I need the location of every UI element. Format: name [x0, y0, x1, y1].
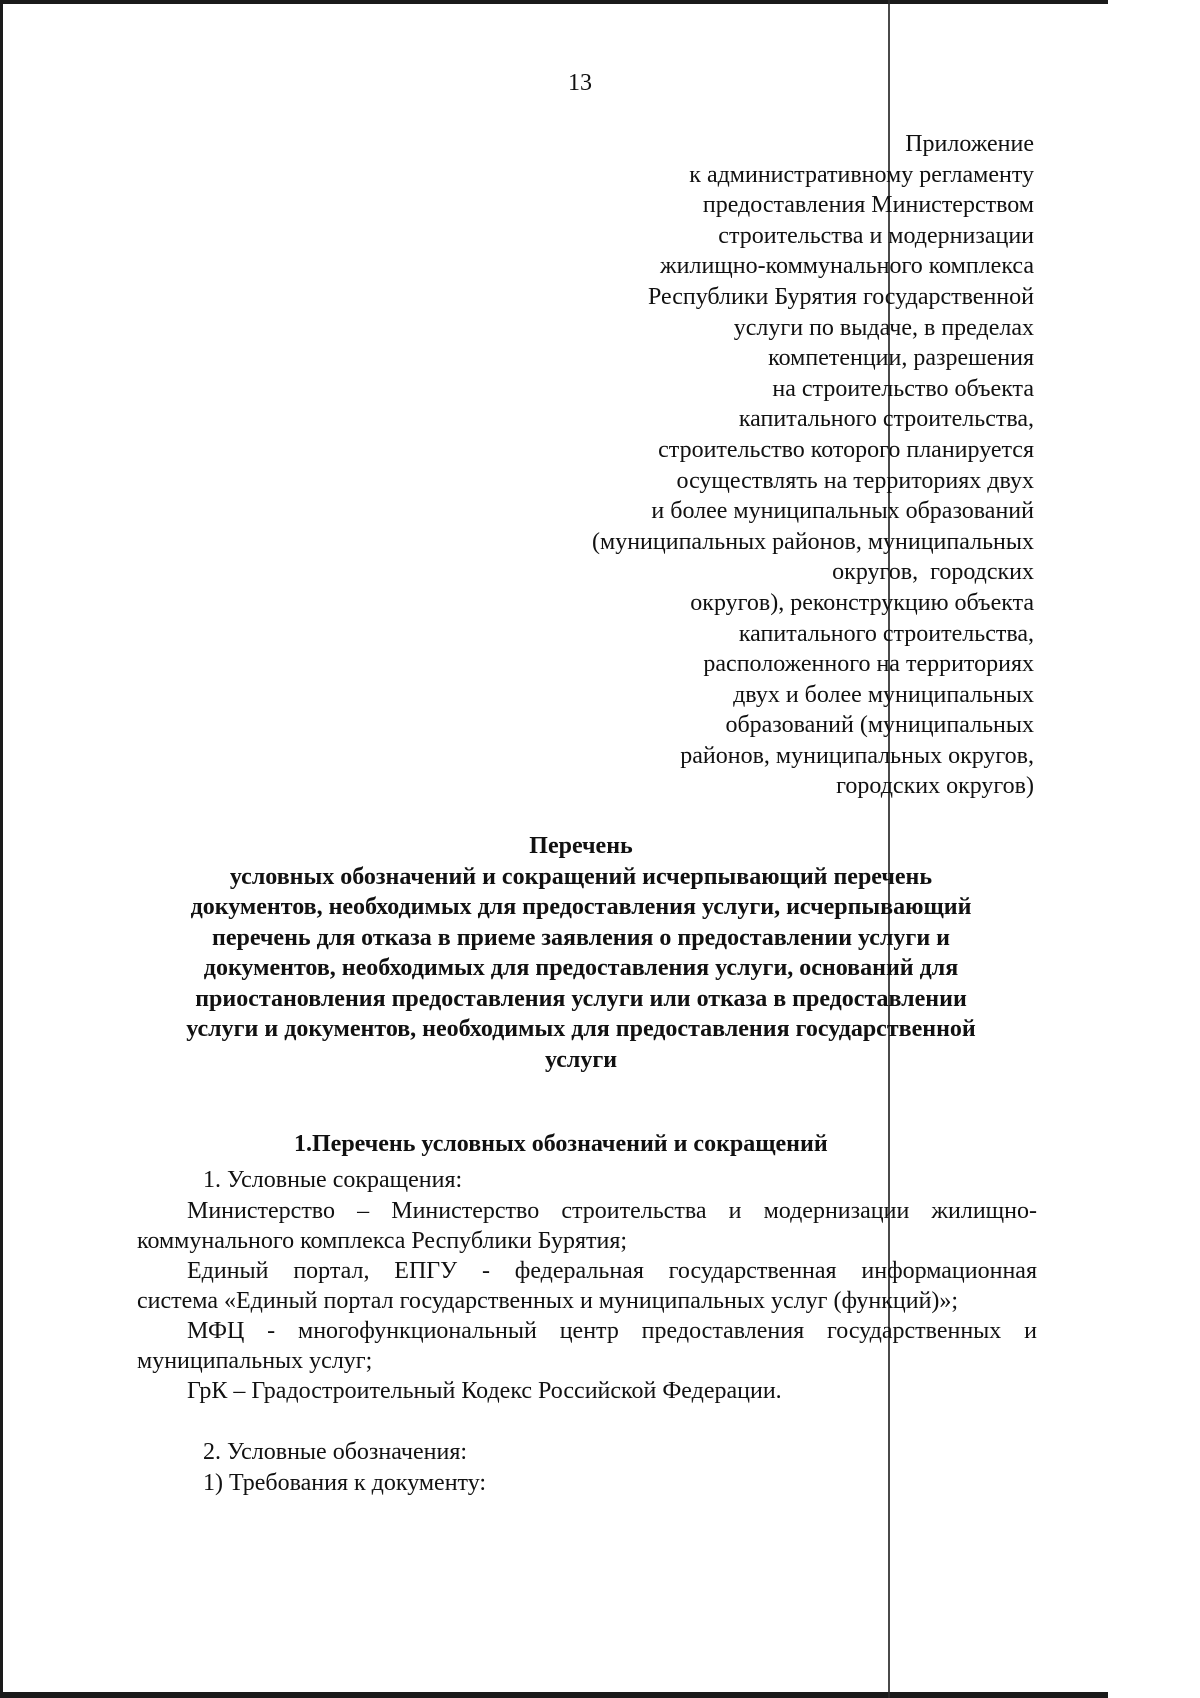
- abbrev-item-line: Единый портал, ЕПГУ - федеральная государственная информационная: [187, 1258, 1037, 1284]
- appendix-line: на строительство объекта: [772, 375, 1034, 402]
- title-line: документов, необходимых для предоставления услуги, исчерпывающий: [190, 894, 972, 920]
- abbrev-item-line: система «Единый портал государственных и муниципальных услуг (функций)»;: [137, 1288, 959, 1314]
- abbrev-item-ministry: [137, 1196, 1037, 1256]
- appendix-line: жилищно-коммунального комплекса: [660, 253, 1034, 280]
- scan-border-bottom: [0, 1692, 1108, 1698]
- scan-border-left: [0, 0, 3, 1698]
- appendix-line: капитального строительства,: [738, 620, 1034, 647]
- appendix-line: Республики Бурятия государственной: [647, 283, 1034, 310]
- appendix-line: (муниципальных районов, муниципальных: [592, 528, 1034, 555]
- appendix-line: строительство которого планируется: [658, 436, 1034, 463]
- appendix-line: строительства и модернизации: [718, 222, 1034, 249]
- appendix-line: к административному регламенту: [689, 161, 1034, 188]
- appendix-line: Приложение: [905, 131, 1034, 157]
- title-line: Перечень: [529, 833, 633, 859]
- appendix-line: двух и более муниципальных: [733, 681, 1034, 708]
- appendix-line: образований (муниципальных: [725, 712, 1034, 739]
- scan-border-top: [0, 0, 1108, 4]
- appendix-line: округов), реконструкцию объекта: [690, 589, 1034, 616]
- appendix-line: расположенного на территориях: [703, 651, 1034, 678]
- title-line: услуги: [544, 1046, 618, 1073]
- appendix-line: капитального строительства,: [738, 406, 1034, 433]
- requirements-line: 1) Требования к документу:: [203, 1470, 487, 1496]
- document-title: [120, 831, 1042, 1075]
- abbrev-item-line: Министерство – Министерство строительства и модернизации жилищно-: [187, 1198, 1037, 1224]
- appendix-line: районов, муниципальных округов,: [680, 742, 1034, 769]
- abbrev-heading: 1. Условные сокращения:: [203, 1167, 463, 1193]
- abbrev-item-grk: ГрК – Градостроительный Кодекс Российской Федерации.: [187, 1378, 782, 1404]
- title-line: услуги и документов, необходимых для предоставления государственной: [186, 1016, 976, 1042]
- abbrev-item-line: коммунального комплекса Республики Бурятия;: [137, 1228, 628, 1254]
- appendix-line: услуги по выдаче, в пределах: [733, 314, 1034, 341]
- appendix-line: компетенции, разрешения: [768, 345, 1034, 372]
- title-line: документов, необходимых для предоставления услуги, оснований для: [203, 955, 959, 981]
- designations-heading: 2. Условные обозначения:: [203, 1439, 468, 1465]
- abbrev-item-mfc: [137, 1316, 1037, 1376]
- title-line: перечень для отказа в приеме заявления о предоставлении услуги и: [212, 924, 950, 951]
- title-line: приостановления предоставления услуги или отказа в предоставлении: [195, 985, 967, 1012]
- abbrev-item-line: муниципальных услуг;: [137, 1348, 373, 1374]
- appendix-line: и более муниципальных образований: [651, 498, 1034, 525]
- section-heading: 1.Перечень условных обозначений и сокращений: [294, 1131, 828, 1157]
- appendix-line: городских округов): [836, 773, 1034, 800]
- appendix-line: осуществлять на территориях двух: [676, 467, 1034, 494]
- appendix-header: [474, 129, 1034, 802]
- title-line: условных обозначений и сокращений исчерпывающий перечень: [229, 863, 933, 890]
- appendix-line: предоставления Министерством: [702, 192, 1034, 219]
- appendix-line: округов, городских: [832, 559, 1034, 586]
- page-number: 13: [568, 70, 592, 96]
- abbrev-item-line: МФЦ - многофункциональный центр предоставления государственных и: [187, 1318, 1037, 1344]
- abbrev-item-portal: [137, 1256, 1037, 1316]
